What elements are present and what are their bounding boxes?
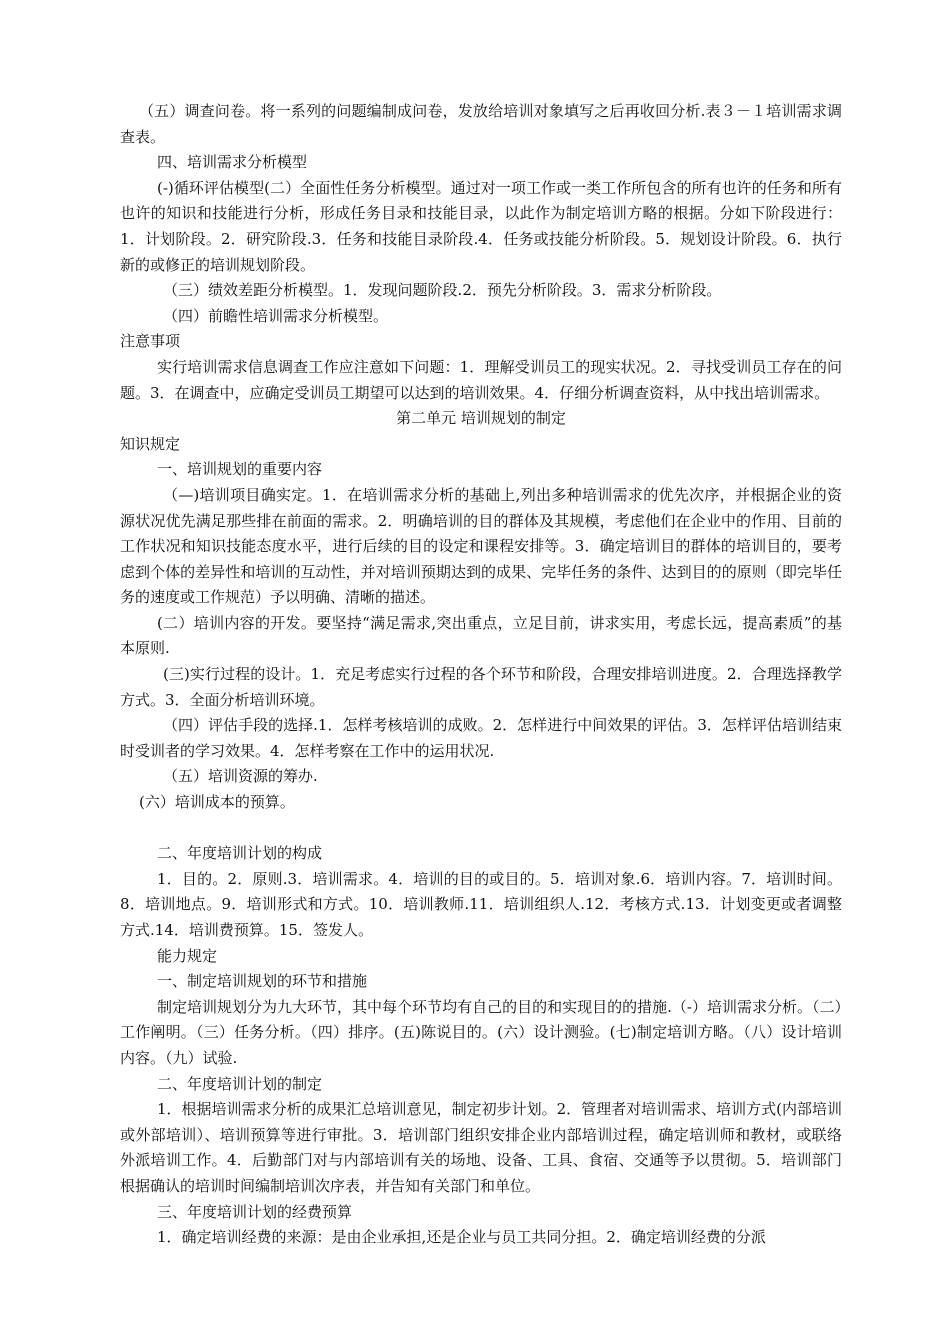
paragraph-survey-questionnaire: （五）调查问卷。将一系列的问题编制成问卷，发放给培训对象填写之后再收回分析.表３－１培训需求调查表。 [120,102,842,146]
paragraph-formulation-steps: 1．根据培训需求分析的成果汇总培训意见，制定初步计划。2．管理者对培训需求、培训方式(内部培训或外部培训）、培训预算等进行审批。3．培训部门组织安排企业内部培训过程，确定培训师和教材，或联络外派培训工作。4．后勤部门对与内部培训有关的场地、设备、工具、食宿、交通等予以贯彻。5．培训部门根据确认的培训时间编制培训次序表，并告知有关部门和单位。 [120,1100,842,1195]
heading-plan-main-content: 一、培训规划的重要内容 [157,460,323,479]
heading-planning-steps: 一、制定培训规划的环节和措施 [157,972,368,991]
paragraph-content-development: (二）培训内容的开发。要坚持“满足需求,突出重点，立足目前，讲求实用，考虑长远，提高素质”的基本原则. [120,613,842,658]
heading-annual-plan-composition: 二、年度培训计划的构成 [157,844,323,863]
document-body [120,99,842,1251]
heading-needs-analysis-models: 四、培训需求分析模型 [157,153,308,172]
unit-title: 第二单元 培训规划的制定 [396,409,566,428]
paragraph-process-design: (三)实行过程的设计。1．充足考虑实行过程的各个环节和阶段，合理安排培训进度。2．合理选择教学方式。3．全面分析培训环境。 [120,665,842,709]
heading-annual-plan-formulation: 二、年度培训计划的制定 [157,1074,323,1093]
paragraph-training-project: （—)培训项目确实定。1．在培训需求分析的基础上,列出多种培训需求的优先次序，并根据企业的资源状况优先满足那些排在前面的需求。2．明确培训的目的群体及其规模，考虑他们在企业中的作用、目前的工作状况和知识技能态度水平，进行后续的目的设定和课程安排等。3．确定培训目的群体的培训目的，要考虑到个体的差异性和培训的互动性，并对培训预期达到的成果、完毕任务的条件、达到目的的原则（即完毕任务的速度或工作规范）予以明确、清晰的描述。 [120,485,842,607]
heading-knowledge-requirements: 知识规定 [120,434,181,453]
paragraph-training-cost: (六）培训成本的预算。 [139,793,295,812]
paragraph-budget-steps: 1．确定培训经费的来源：是由企业承担,还是企业与员工共同分担。2．确定培训经费的分派 [157,1228,766,1247]
blank-line [120,816,842,842]
heading-ability-requirements: 能力规定 [157,946,218,965]
paragraph-performance-gap-model: （三）绩效差距分析模型。1．发现问题阶段.2．预先分析阶段。3．需求分析阶段。 [163,281,722,300]
paragraph-cyclic-and-task-models: (-)循环评估模型(二）全面性任务分析模型。通过对一项工作或一类工作所包含的所有也许的任务和所有也许的知识和技能进行分析，形成任务目录和技能目录，以此作为制定培训方略的根据。分如下阶段进行：1．计划阶段。2．研究阶段.3．任务和技能目录阶段.4．任务或技能分析阶段。5．规划设计阶段。6．执行新的或修正的培训规划阶段。 [120,178,842,274]
paragraph-survey-notes: 实行培训需求信息调查工作应注意如下问题：1．理解受训员工的现实状况。2．寻找受训员工存在的问题。3．在调查中，应确定受训员工期望可以达到的培训效果。4．仔细分析调查资料，从中找出培训需求。 [120,357,842,402]
paragraph-forward-looking-model: （四）前瞻性培训需求分析模型。 [163,306,389,325]
heading-notes: 注意事项 [120,332,181,351]
paragraph-nine-steps: 制定培训规划分为九大环节，其中每个环节均有自己的目的和实现目的的措施.（-）培训需求分析。（二）工作阐明。（三）任务分析。（四）排序。(五)陈说目的。(六）设计测验。(七)制定培训方略。（八）设计培训内容。（九）试验. [120,997,842,1067]
paragraph-annual-plan-items: 1．目的。2．原则.3．培训需求。4．培训的目的或目的。5．培训对象.6．培训内容。7．培训时间。8．培训地点。9．培训形式和方式。10．培训教师.11．培训组织人.12．考核方式.13．计划变更或者调整方式.14．培训费预算。15．签发人。 [120,869,842,939]
paragraph-training-resources: （五）培训资源的筹办. [163,767,318,786]
heading-budget: 三、年度培训计划的经费预算 [157,1202,353,1221]
paragraph-evaluation-methods: （四）评估手段的选择.1．怎样考核培训的成败。2．怎样进行中间效果的评估。3．怎样评估培训结束时受训者的学习效果。4．怎样考察在工作中的运用状况. [120,716,842,760]
